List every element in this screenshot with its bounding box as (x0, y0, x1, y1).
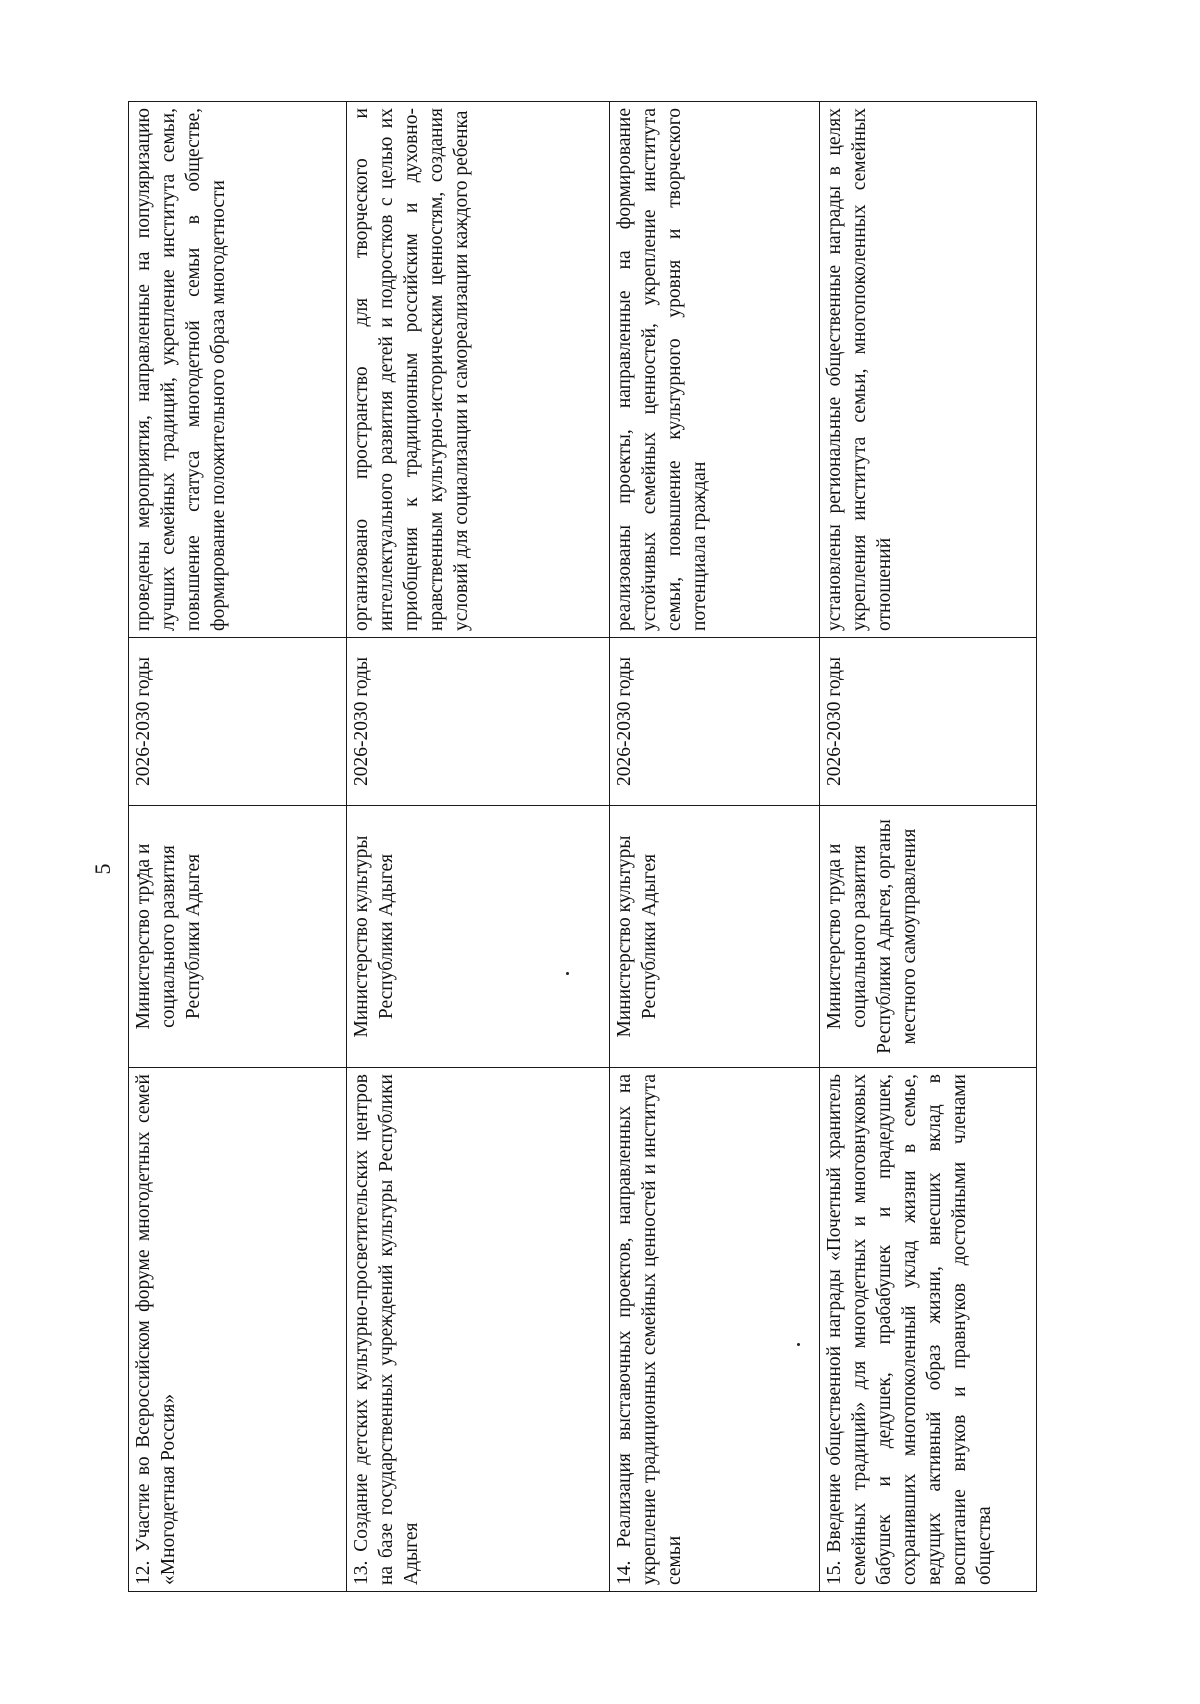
term-cell: 2026-2030 годы (129, 638, 347, 806)
term-cell: 2026-2030 годы (347, 638, 610, 806)
result-cell: установлены региональные общественные награды в целях укрепления института семьи, многопоколенных семейных отношений (820, 102, 1037, 638)
result-cell: реализованы проекты, направленные на формирование устойчивых семейных ценностей, укрепление института семьи, повышение культурного уровня и творческого потенциала граждан (610, 102, 820, 638)
result-cell: проведены мероприятия, направленные на популяризацию лучших семейных традиций, укрепление института семьи, повышение статуса многодетной семьи в обществе, формирование положительного образа многодетности (129, 102, 347, 638)
term-cell: 2026-2030 годы (610, 638, 820, 806)
responsible-cell: Министерство культуры Республики Адыгея (347, 806, 610, 1068)
table-row (347, 102, 610, 1592)
rotated-table-wrapper (128, 102, 1036, 1592)
responsible-cell: Министерство труда и социального развития Республики Адыгея, органы местного самоуправления (820, 806, 1037, 1068)
table-row (610, 102, 820, 1592)
term-cell: 2026-2030 годы (820, 638, 1037, 806)
measure-name-cell: 12. Участие во Всероссийском форуме многодетных семей «Многодетная Россия» (129, 1068, 347, 1592)
page-number: 5 (90, 863, 115, 875)
measures-table (128, 101, 1037, 1592)
table-row (820, 102, 1037, 1592)
responsible-cell: Министерство труда и социального развития Республики Адыгея (129, 806, 347, 1068)
measure-name-cell: 14. Реализация выставочных проектов, направленных на укрепление традиционных семейных ценностей и института семьи (610, 1068, 820, 1592)
measure-name-cell: 13. Создание детских культурно-просветительских центров на базе государственных учреждений культуры Республики Адыгея (347, 1068, 610, 1592)
result-cell: организовано пространство для творческого и интеллектуального развития детей и подростков с целью их приобщения к традиционным российским и духовно-нравственным культурно-историческим ценностям, создания условий для социализации и самореализации каждого ребенка (347, 102, 610, 638)
measure-name-cell: 15. Введение общественной награды «Почетный хранитель семейных традиций» для многодетных и многовнуковых бабушек и дедушек, прабабушек и прадедушек, сохранивших многопоколенный уклад жизни в семье, ведущих активный образ жизни, внесших вклад в воспитание внуков и правнуков достойными членами общества (820, 1068, 1037, 1592)
responsible-cell: Министерство культуры Республики Адыгея (610, 806, 820, 1068)
table-row (129, 102, 347, 1592)
